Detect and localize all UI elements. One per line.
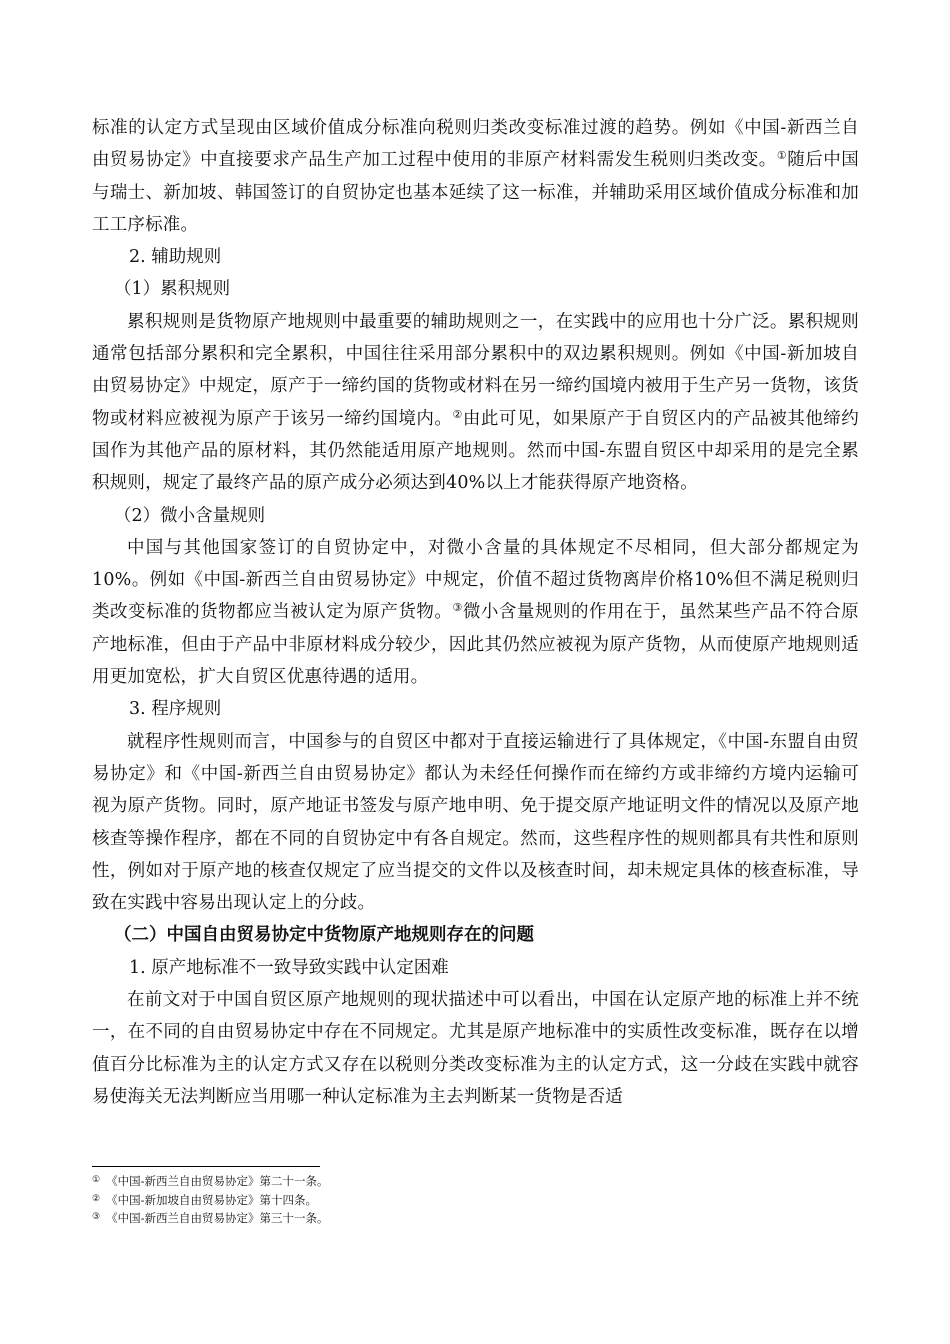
footnote-ref-3[interactable]: ③ (452, 601, 463, 615)
paragraph-inconsistent: 在前文对于中国自贸区原产地规则的现状描述中可以看出，中国在认定原产地的标准上并不统一，在不同的自由贸易协定中存在不同规定。尤其是原产地标准中的实质性改变标准，既存在以增值百分比标准为主的认定方式又存在以税则分类改变标准为主的认定方式，这一分歧在实践中就容易使海关无法判断应当用哪一种认定标准为主去判断某一货物是否适 (92, 990, 859, 1107)
paragraph-text: 中国与其他国家签订的自贸协定中，对微小含量的具体规定不尽相同，但大部分都规定为10%。例如《中国-新西兰自由贸易协定》中规定，价值不超过货物离岸价格10%但不满足税则归类改变标准的货物都应当被认定为原产货物。 (92, 537, 859, 623)
heading-cumulation-rule: （1）累积规则 (114, 279, 231, 300)
paragraph-cumulation (92, 306, 859, 500)
footnote-separator (92, 1166, 320, 1167)
paragraph-text: 由此可见，如果原产于自贸区内的产品被其他缔约国作为其他产品的原材料，其仍然能适用原产地规则。然而中国-东盟自贸区中却采用的是完全累积规则，规定了最终产品的原产成分必须达到40%以上才能获得原产地资格。 (92, 408, 860, 494)
heading-auxiliary-rules: 2. 辅助规则 (129, 247, 222, 268)
paragraph-text: 随后中国与瑞士、新加坡、韩国签订的自贸协定也基本延续了这一标准，并辅助采用区域价值成分标准和加工工序标准。 (92, 150, 859, 235)
body-text (92, 112, 859, 1113)
paragraph-de-minimis (92, 532, 859, 693)
footnote-ref-2[interactable]: ② (452, 407, 463, 421)
paragraph-continuation (92, 112, 859, 241)
paragraph-text: 标准的认定方式呈现由区域价值成分标准向税则归类改变标准过渡的趋势。例如《中国-新西兰自由贸易协定》中直接要求产品生产加工过程中使用的非原产材料需发生税则归类改变。 (92, 118, 859, 171)
footnote-mark: ① (92, 1175, 101, 1185)
footnote-mark: ③ (92, 1212, 101, 1222)
footnote-ref-1[interactable]: ① (776, 149, 788, 163)
footnote-text: 《中国-新西兰自由贸易协定》第三十一条。 (106, 1211, 329, 1225)
footnote-2 (92, 1191, 859, 1210)
footnote-mark: ② (92, 1193, 101, 1204)
footnote-text: 《中国-新西兰自由贸易协定》第二十一条。 (106, 1174, 329, 1188)
heading-problems-section: （二）中国自由贸易协定中货物原产地规则存在的问题 (114, 925, 534, 946)
paragraph-text: 微小含量规则的作用在于，虽然某些产品不符合原产地标准，但由于产品中非原材料成分较少，因此其仍然应被视为原产货物，从而使原产地规则适用更加宽松，扩大自贸区优惠待遇的适用。 (92, 602, 860, 688)
footnote-text: 《中国-新加坡自由贸易协定》第十四条。 (106, 1192, 317, 1207)
heading-de-minimis-rule: （2）微小含量规则 (114, 505, 266, 526)
paragraph-procedural: 就程序性规则而言，中国参与的自贸区中都对于直接运输进行了具体规定，《中国-东盟自由贸易协定》和《中国-新西兰自由贸易协定》都认为未经任何操作而在缔约方或非缔约方境内运输可视为原产货物。同时，原产地证书签发与原产地申明、免于提交原产地证明文件的情况以及原产地核查等操作程序，都在不同的自贸协定中有各自规定。然而，这些程序性的规则都具有共性和原则性，例如对于原产地的核查仅规定了应当提交的文件以及核查时间，却未规定具体的核查标准，导致在实践中容易出现认定上的分歧。 (92, 731, 859, 914)
heading-inconsistent-standards: 1. 原产地标准不一致导致实践中认定困难 (129, 957, 449, 978)
heading-procedural-rules: 3. 程序规则 (129, 699, 222, 720)
footnote-3 (92, 1209, 859, 1228)
footnote-1 (92, 1172, 859, 1191)
footnotes (92, 1172, 859, 1228)
paragraph-text: 累积规则是货物原产地规则中最重要的辅助规则之一，在实践中的应用也十分广泛。累积规则通常包括部分累积和完全累积，中国往往采用部分累积中的双边累积规则。例如《中国-新加坡自由贸易协定》中规定，原产于一缔约国的货物或材料在另一缔约国境内被用于生产另一货物，该货物或材料应被视为原产于该另一缔约国境内。 (92, 311, 859, 429)
